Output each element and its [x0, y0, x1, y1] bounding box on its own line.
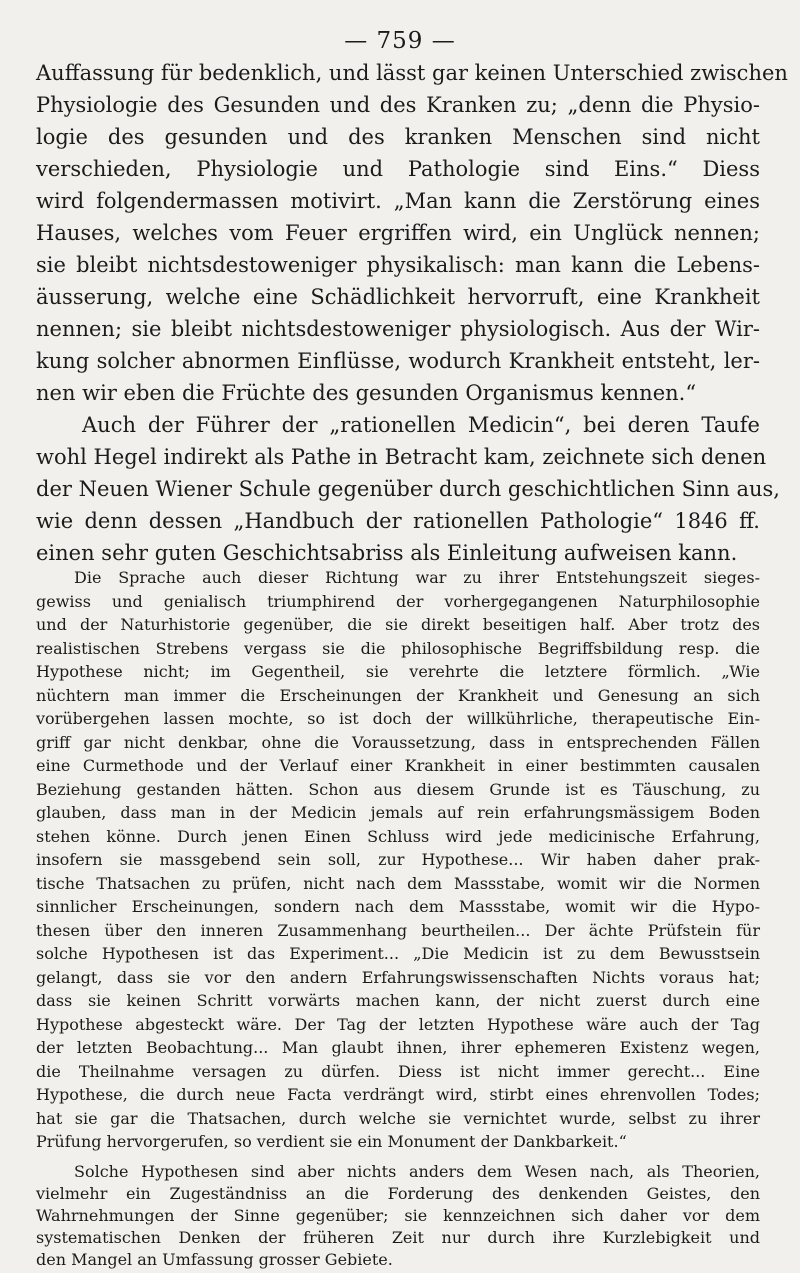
text-line: äusserung, welche eine Schädlichkeit hervorruft, eine Krankheit — [36, 285, 760, 309]
text-line: eine Curmethode und der Verlauf einer Krankheit in einer bestimmten causalen — [36, 756, 760, 775]
text-line: gelangt, dass sie vor den andern Erfahrungswissenschaften Nichts voraus hat; — [36, 967, 760, 987]
text-line: einen sehr guten Geschichtsabriss als Einleitung aufweisen kann. — [36, 541, 738, 565]
text-line: sinnlicher Erscheinungen, sondern nach dem Massstabe, womit wir die Hypo- — [36, 897, 760, 916]
text-line: nen wir eben die Früchte des gesunden Organismus kennen.“ — [36, 381, 697, 405]
text-line: sie bleibt nichtsdestoweniger physikalisch: man kann die Lebens- — [36, 253, 760, 277]
text-line: Hypothese, die durch neue Facta verdrängt wird, stirbt eines ehrenvollen Todes; — [36, 1085, 760, 1104]
text-line: und der Naturhistorie gegenüber, die sie direkt beseitigen half. Aber trotz des — [36, 615, 760, 634]
text-line: Auch der Führer der „rationellen Medicin“, bei deren Taufe — [82, 413, 760, 437]
page-number: — 759 — — [344, 28, 456, 54]
text-line: nennen; sie bleibt nichtsdestoweniger physiologisch. Aus der Wir- — [36, 317, 760, 341]
text-line: stehen könne. Durch jenen Einen Schluss wird jede medicinische Erfahrung, — [36, 826, 760, 846]
text-line: der letzten Beobachtung... Man glaubt ihnen, ihrer ephemeren Existenz wegen, — [36, 1038, 760, 1057]
text-line: vielmehr ein Zugeständniss an die Forderung des denkenden Geistes, den — [36, 1184, 760, 1203]
text-line: Die Sprache auch dieser Richtung war zu ihrer Entstehungszeit sieges- — [74, 568, 760, 587]
text-line: griff gar nicht denkbar, ohne die Voraussetzung, dass in entsprechenden Fällen — [36, 732, 760, 752]
text-line: Hauses, welches vom Feuer ergriffen wird, ein Unglück nennen; — [36, 221, 760, 245]
text-line: Hypothese abgesteckt wäre. Der Tag der letzten Hypothese wäre auch der Tag — [36, 1014, 760, 1034]
text-line: realistischen Strebens vergass sie die philosophische Begriffsbildung resp. die — [36, 638, 760, 658]
text-line: Physiologie des Gesunden und des Kranken zu; „denn die Physio- — [36, 93, 760, 117]
text-line: logie des gesunden und des kranken Menschen sind nicht — [36, 125, 760, 149]
text-line: die Theilnahme versagen zu dürfen. Diess ist nicht immer gerecht... Eine — [36, 1061, 760, 1081]
text-line: Wahrnehmungen der Sinne gegenüber; sie kennzeichnen sich daher vor dem — [36, 1206, 760, 1225]
text-line: glauben, dass man in der Medicin jemals auf rein erfahrungsmässigem Boden — [36, 803, 760, 822]
text-line: hat sie gar die Thatsachen, durch welche sie vernichtet wurde, selbst zu ihrer — [36, 1108, 760, 1128]
text-line: Hypothese nicht; im Gegentheil, sie verehrte die letztere förmlich. „Wie — [36, 662, 760, 681]
text-line: Prüfung hervorgerufen, so verdient sie ein Monument der Dankbarkeit.“ — [36, 1132, 627, 1151]
text-line: dass sie keinen Schritt vorwärts machen kann, der nicht zuerst durch eine — [36, 991, 760, 1010]
text-line: systematischen Denken der früheren Zeit nur durch ihre Kurzlebigkeit und — [36, 1228, 760, 1247]
text-line: tische Thatsachen zu prüfen, nicht nach dem Massstabe, womit wir die Normen — [36, 873, 760, 893]
text-line: Auffassung für bedenklich, und lässt gar keinen Unterschied zwischen — [36, 61, 788, 85]
text-line: wie denn dessen „Handbuch der rationellen Pathologie“ 1846 ff. — [36, 509, 760, 533]
text-line: verschieden, Physiologie und Pathologie sind Eins.“ Diess — [36, 157, 760, 181]
text-line: wird folgendermassen motivirt. „Man kann die Zerstörung eines — [36, 189, 760, 213]
text-line: thesen über den inneren Zusammenhang beurtheilen... Der ächte Prüfstein für — [36, 920, 760, 940]
text-line: vorübergehen lassen mochte, so ist doch der willkührliche, therapeutische Ein- — [36, 709, 760, 728]
text-line: Solche Hypothesen sind aber nichts anders dem Wesen nach, als Theorien, — [74, 1162, 760, 1181]
text-line: kung solcher abnormen Einflüsse, wodurch Krankheit entsteht, ler- — [36, 349, 760, 373]
text-line: wohl Hegel indirekt als Pathe in Betracht kam, zeichnete sich denen — [36, 445, 767, 469]
text-line: der Neuen Wiener Schule gegenüber durch geschichtlichen Sinn aus, — [36, 477, 780, 501]
text-line: nüchtern man immer die Erscheinungen der Krankheit und Genesung an sich — [36, 685, 760, 705]
text-line: solche Hypothesen ist das Experiment... „Die Medicin ist zu dem Bewusstsein — [36, 944, 760, 963]
text-line: insofern sie massgebend sein soll, zur Hypothese... Wir haben daher prak- — [36, 850, 760, 869]
text-line: Beziehung gestanden hätten. Schon aus diesem Grunde ist es Täuschung, zu — [36, 779, 760, 799]
text-line: den Mangel an Umfassung grosser Gebiete. — [36, 1250, 393, 1269]
text-line: gewiss und genialisch triumphirend der vorhergegangenen Naturphilosophie — [36, 591, 760, 611]
